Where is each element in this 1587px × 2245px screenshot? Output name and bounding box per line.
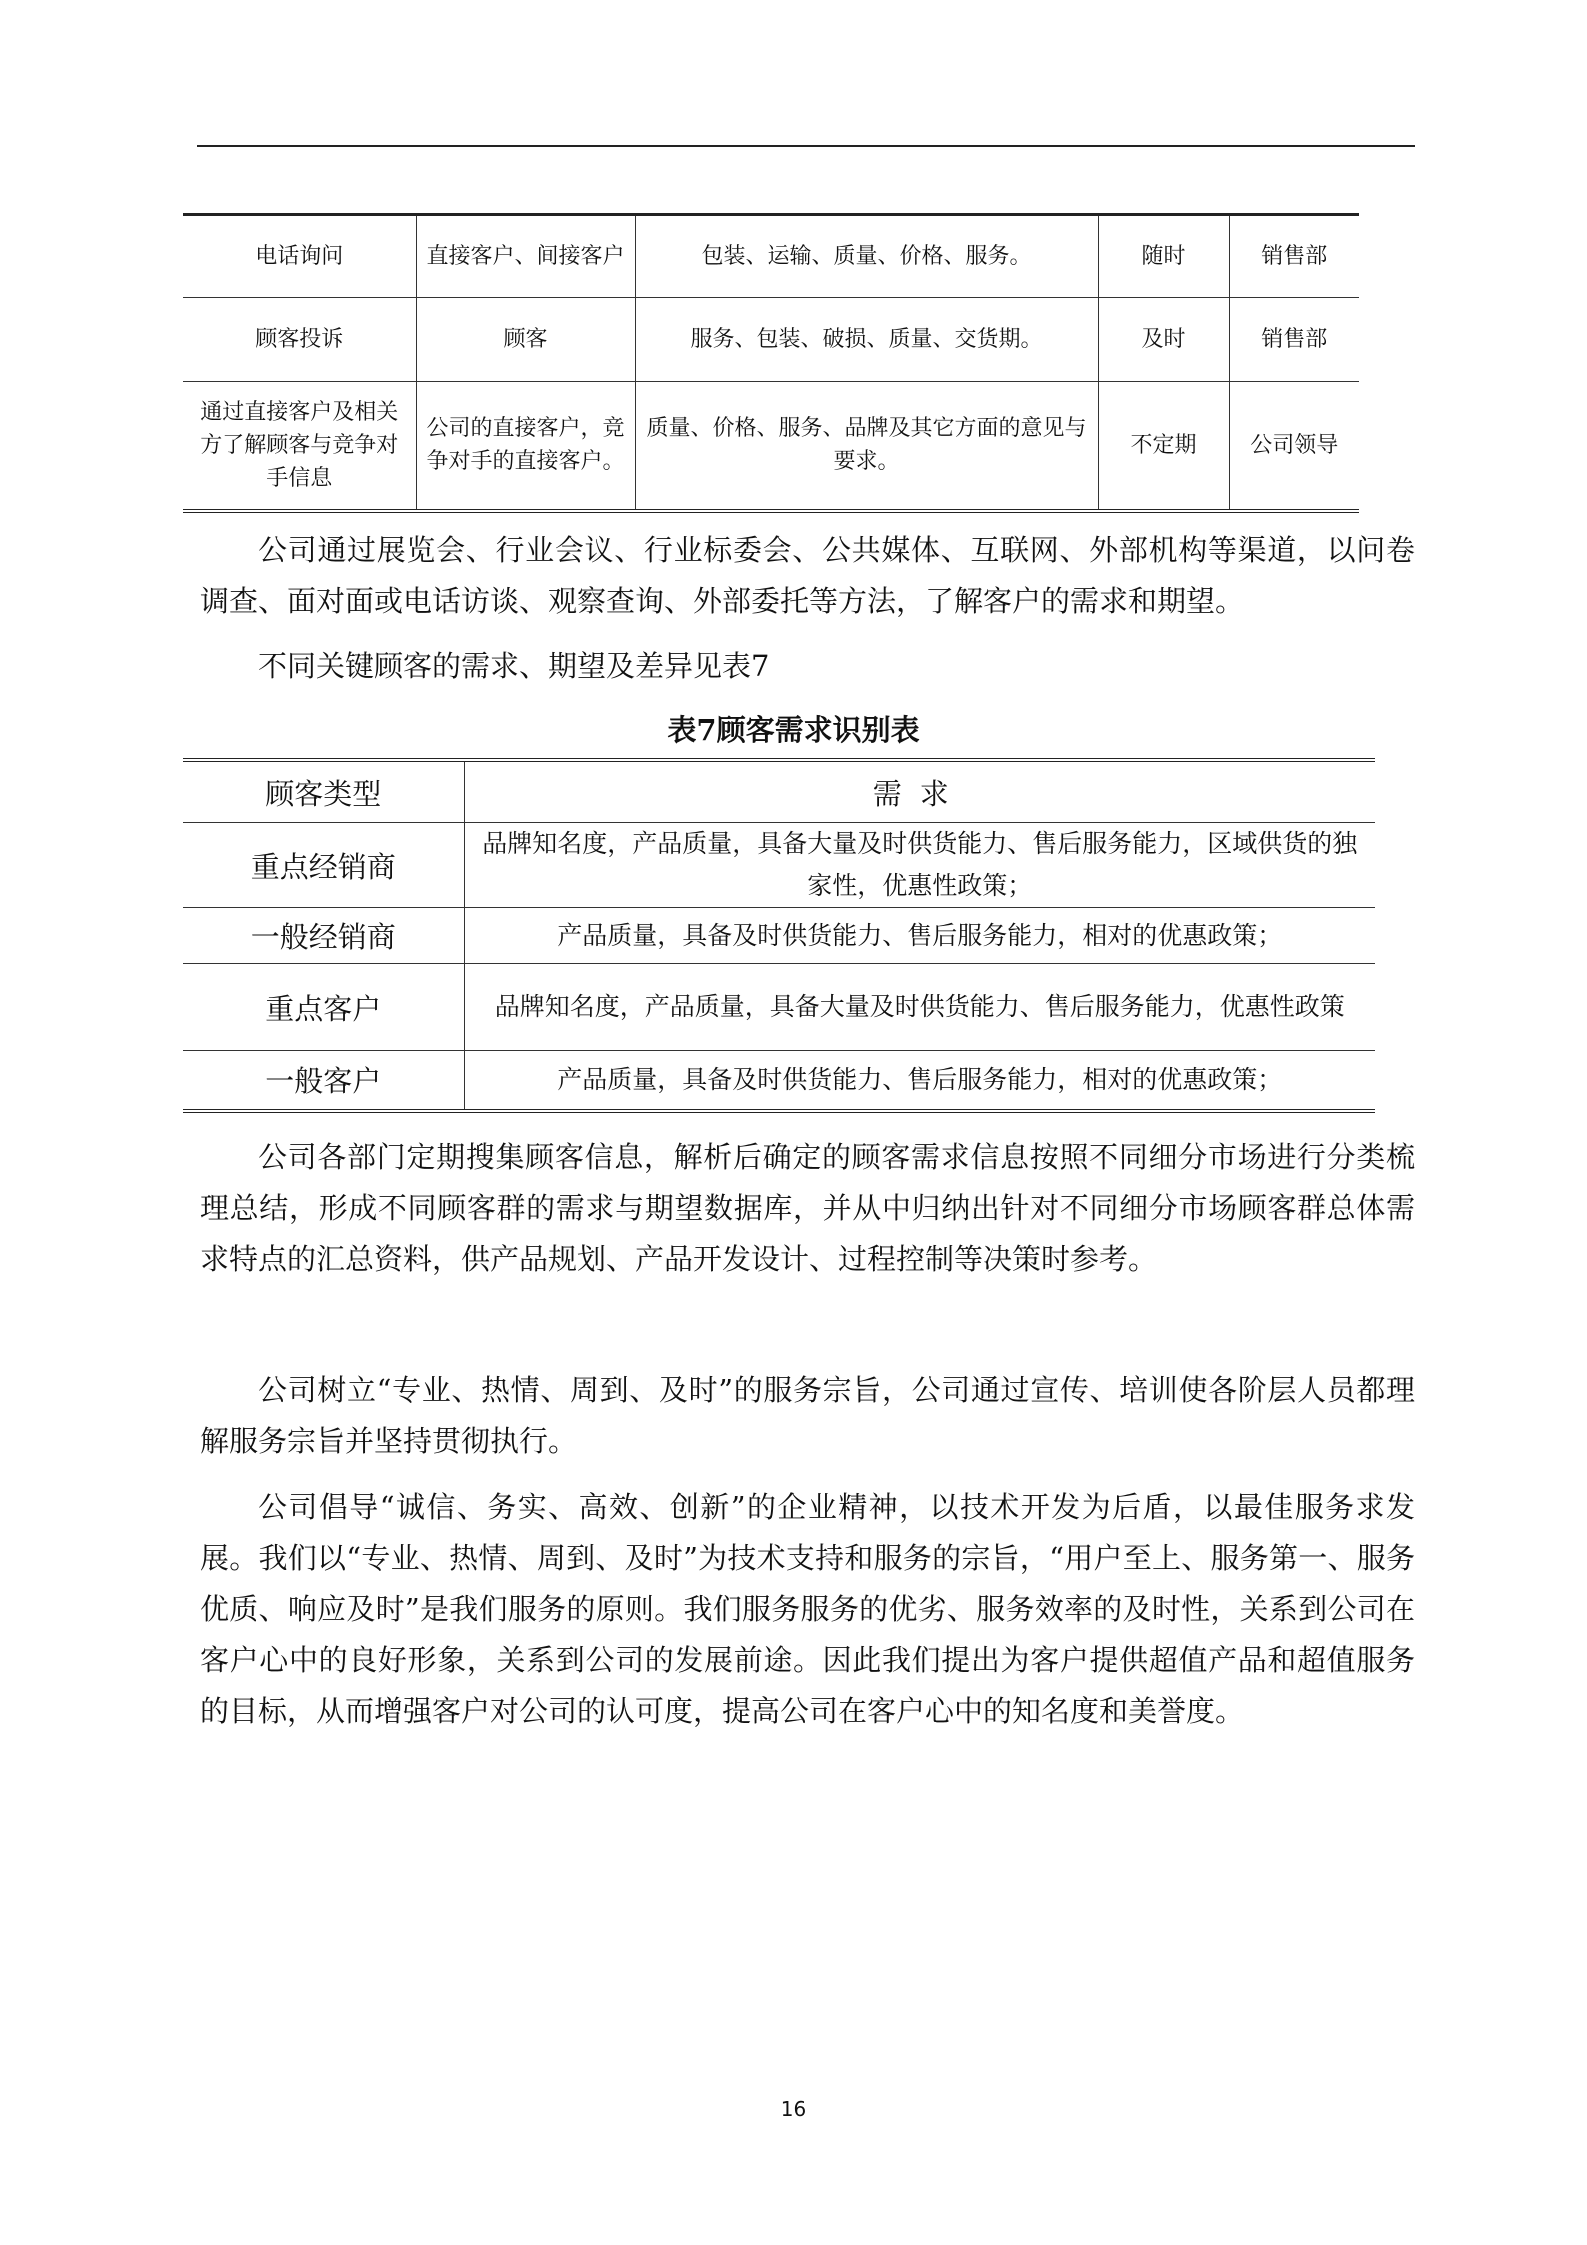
table-row	[183, 215, 1359, 298]
table-cell: 质量、价格、服务、品牌及其它方面的意见与要求。	[635, 382, 1098, 511]
paragraph: 公司树立“专业、热情、周到、及时”的服务宗旨，公司通过宣传、培训使各阶层人员都理解服务宗旨并坚持贯彻执行。	[200, 1373, 1415, 1458]
customer-type-cell: 一般客户	[183, 1051, 464, 1111]
table-cell: 顾客投诉	[183, 298, 416, 382]
table-row	[183, 964, 1375, 1051]
customer-needs-table	[183, 758, 1375, 1113]
paragraph: 公司通过展览会、行业会议、行业标委会、公共媒体、互联网、外部机构等渠道，以问卷调查、面对面或电话访谈、观察查询、外部委托等方法，了解客户的需求和期望。	[200, 533, 1415, 618]
customer-type-cell: 重点客户	[183, 964, 464, 1051]
paragraph: 公司各部门定期搜集顾客信息，解析后确定的顾客需求信息按照不同细分市场进行分类梳理总结，形成不同顾客群的需求与期望数据库，并从中归纳出针对不同细分市场顾客群总体需求特点的汇总资料，供产品规划、产品开发设计、过程控制等决策时参考。	[200, 1140, 1415, 1276]
requirement-cell: 品牌知名度，产品质量，具备大量及时供货能力、售后服务能力，区域供货的独家性，优惠性政策；	[464, 823, 1375, 908]
table-cell: 顾客	[416, 298, 635, 382]
table-row	[183, 382, 1359, 511]
header-rule	[197, 145, 1415, 147]
table-row	[183, 1051, 1375, 1111]
table-cell: 不定期	[1098, 382, 1229, 511]
column-header: 顾客类型	[183, 760, 464, 823]
table-caption: 表7顾客需求识别表	[667, 713, 920, 747]
table-cell: 随时	[1098, 215, 1229, 298]
requirement-cell: 产品质量，具备及时供货能力、售后服务能力，相对的优惠政策；	[464, 1051, 1375, 1111]
table-cell: 通过直接客户及相关方了解顾客与竞争对手信息	[183, 382, 416, 511]
table-cell: 公司的直接客户，竞争对手的直接客户。	[416, 382, 635, 511]
table-cell: 销售部	[1229, 298, 1359, 382]
table-cell: 及时	[1098, 298, 1229, 382]
customer-type-cell: 重点经销商	[183, 823, 464, 908]
table-row	[183, 908, 1375, 964]
table-cell: 电话询问	[183, 215, 416, 298]
requirement-cell: 品牌知名度，产品质量，具备大量及时供货能力、售后服务能力，优惠性政策	[464, 964, 1375, 1051]
requirement-channel-table	[183, 213, 1359, 513]
page-number: 16	[780, 2097, 807, 2121]
table-row	[183, 823, 1375, 908]
table-cell: 销售部	[1229, 215, 1359, 298]
table-header-row	[183, 760, 1375, 823]
table-cell: 服务、包装、破损、质量、交货期。	[635, 298, 1098, 382]
requirement-cell: 产品质量，具备及时供货能力、售后服务能力，相对的优惠政策；	[464, 908, 1375, 964]
table-cell: 直接客户、间接客户	[416, 215, 635, 298]
table-row	[183, 298, 1359, 382]
table-cell: 包装、运输、质量、价格、服务。	[635, 215, 1098, 298]
paragraph: 公司倡导“诚信、务实、高效、创新”的企业精神，以技术开发为后盾，以最佳服务求发展。我们以“专业、热情、周到、及时”为技术支持和服务的宗旨，“用户至上、服务第一、服务优质、响应及时”是我们服务的原则。我们服务服务的优劣、服务效率的及时性，关系到公司在客户心中的良好形象，关系到公司的发展前途。因此我们提出为客户提供超值产品和超值服务的目标，从而增强客户对公司的认可度，提高公司在客户心中的知名度和美誉度。	[200, 1490, 1415, 1728]
table-cell: 公司领导	[1229, 382, 1359, 511]
paragraph: 不同关键顾客的需求、期望及差异见表7	[258, 649, 770, 683]
customer-type-cell: 一般经销商	[183, 908, 464, 964]
column-header: 需求	[464, 760, 1375, 823]
